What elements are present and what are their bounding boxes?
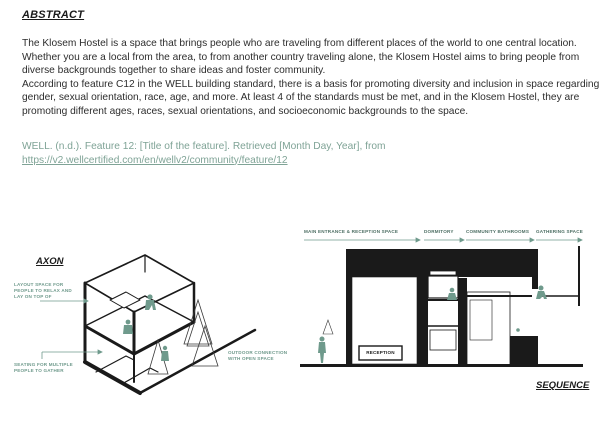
seq-label-gathering: GATHERING SPACE bbox=[536, 229, 583, 234]
seq-label-dormitory: DORMITORY bbox=[424, 229, 454, 234]
abstract-heading: ABSTRACT bbox=[22, 9, 85, 21]
outdoor-trees bbox=[323, 320, 333, 334]
abstract-paragraph-2: According to feature C12 in the WELL building standard, there is a basis for promoting diversity and inclusion in space regarding gender, sexual orientation, race, age, and more. At least 4 of the standards must be met, and in the Klosem Hostel, they are promoting different ages, races, sexual orientations, and socioeconomic backgrounds to the space. bbox=[22, 78, 600, 117]
citation-link[interactable]: https://v2.wellcertified.com/en/wellv2/community/feature/12 bbox=[22, 154, 288, 166]
seq-label-entrance: MAIN ENTRANCE & RECEPTION SPACE bbox=[304, 229, 399, 234]
citation-text: WELL. (n.d.). Feature 12: [Title of the feature]. Retrieved [Month Day, Year], from bbox=[22, 141, 386, 152]
seq-label-bathrooms: COMMUNITY BATHROOMS bbox=[466, 229, 530, 234]
axon-title: AXON bbox=[36, 256, 64, 267]
reception-label: RECEPTION bbox=[366, 350, 395, 355]
sequence-title: SEQUENCE bbox=[536, 380, 590, 391]
axon-note-outdoor: OUTDOOR CONNECTION WITH OPEN SPACE bbox=[228, 350, 288, 361]
abstract-paragraph-1: The Klosem Hostel is a space that brings people who are traveling from different places of the world to one central location. Whether you are a local from the area, to from another country traveling alone, the Klosem Hostel aims to bring people from diverse backgrounds together to share ideas and foster community. bbox=[22, 38, 580, 77]
axon-note-seating: SEATING FOR MULTIPLE PEOPLE TO GATHER bbox=[14, 362, 73, 373]
axon-note-layout: LAYOUT SPACE FOR PEOPLE TO RELAX AND LAY ON TOP OF bbox=[14, 282, 72, 299]
sequence-arrows bbox=[304, 238, 582, 242]
